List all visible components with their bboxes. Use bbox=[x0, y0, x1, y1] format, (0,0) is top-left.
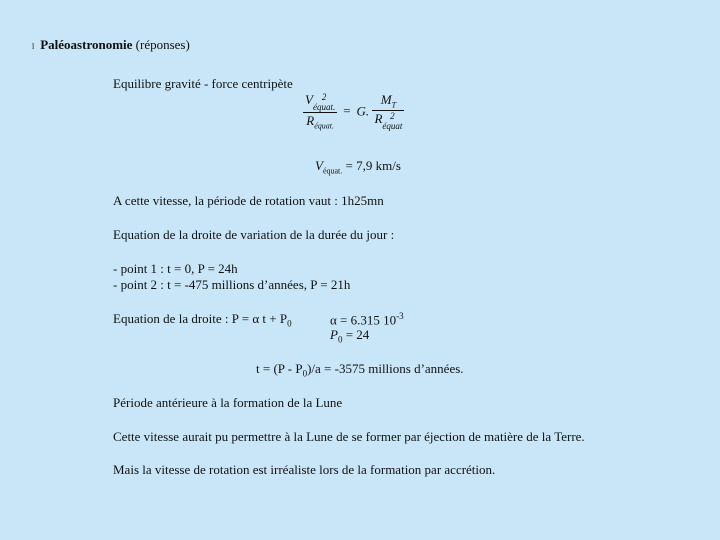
periode-text: A cette vitesse, la période de rotation vaut : 1h25mn bbox=[113, 193, 384, 208]
fraction-left: V 2 équat. $R_{équat.}$ bbox=[305, 92, 336, 131]
gravity-formula bbox=[303, 92, 404, 131]
slide-title bbox=[32, 37, 190, 53]
equals-sign: = bbox=[343, 103, 351, 119]
mais-text: Mais la vitesse de rotation est irréaliste lors de la formation par accrétion. bbox=[113, 462, 496, 477]
cette-vitesse-text: Cette vitesse aurait pu permettre à la Lune de se former par éjection de matière de la Terre. bbox=[113, 429, 585, 444]
point-2: - point 2 : t = -475 millions d’années, P = 21h bbox=[113, 277, 351, 292]
vequat-result: $V_{équat.} = 7,9$ km/s bbox=[315, 158, 401, 176]
t-result: $t = (P - P_0)/a = -3575$ millions d’années. bbox=[256, 361, 464, 379]
equation-title: Equation de la droite de variation de la durée du jour : bbox=[113, 227, 395, 242]
title-rest: (réponses) bbox=[132, 37, 190, 52]
fraction-right: $M_T$ R 2 équat bbox=[374, 92, 403, 131]
equilibre-text: Equilibre gravité - force centripète bbox=[113, 76, 293, 91]
alpha-value: α = 6.315 $10^{-3}$ bbox=[330, 311, 404, 328]
bullet-icon: l bbox=[32, 41, 35, 51]
droite-equation: Equation de la droite : P = α $t + P_0$ bbox=[113, 311, 292, 329]
point-1: - point 1 : t = 0, P = 24h bbox=[113, 261, 238, 276]
title-bold: Paléoastronomie bbox=[40, 37, 133, 52]
p0-value: $P_0 = 24$ bbox=[330, 327, 370, 345]
g-constant: G. bbox=[356, 103, 370, 119]
anterieure-text: Période antérieure à la formation de la Lune bbox=[113, 395, 343, 410]
